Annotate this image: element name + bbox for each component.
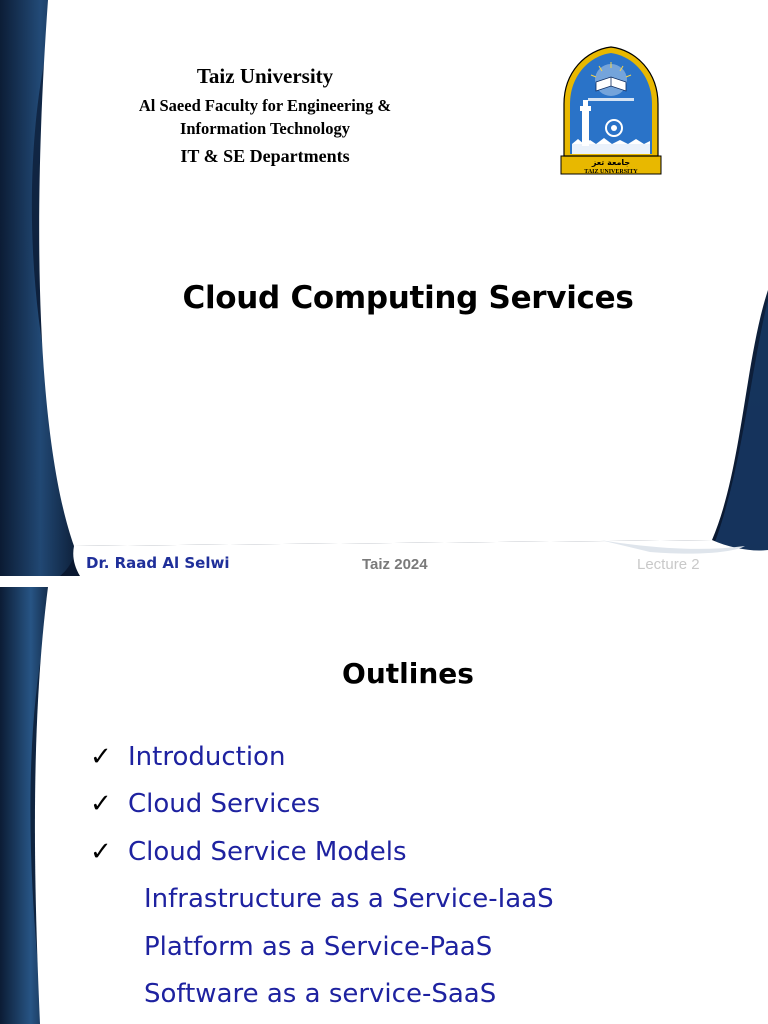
outline-item-label: Cloud Service Models [128, 836, 407, 867]
logo-english-label: TAIZ UNIVERSITY [584, 169, 638, 175]
outline-item [90, 923, 554, 971]
outline-item-label: Infrastructure as a Service-IaaS [144, 884, 554, 915]
outline-item-label: Cloud Services [128, 789, 321, 820]
university-name: Taiz University [196, 64, 334, 88]
outline-item [90, 828, 554, 876]
faculty-line-2: Information Technology [179, 119, 351, 138]
outline-item [90, 781, 554, 829]
footer-lecture-number: Lecture 2 [637, 556, 700, 573]
faculty-line-1: Al Saeed Faculty for Engineering & [138, 96, 392, 115]
outline-item [90, 971, 554, 1019]
outline-item-label: Software as a service-SaaS [144, 979, 497, 1010]
slide-separator [0, 576, 768, 587]
checkmark-icon: ✓ [90, 836, 112, 867]
outline-item-label: Platform as a Service-PaaS [144, 931, 493, 962]
checkmark-icon: ✓ [90, 741, 112, 772]
logo-arabic-label: جامعة تعز [591, 158, 631, 167]
slide-title: Outlines [342, 657, 474, 690]
checkmark-icon: ✓ [90, 789, 112, 820]
outline-item [90, 733, 554, 781]
outline-list [90, 733, 554, 1018]
outline-item-label: Introduction [128, 741, 286, 772]
outlines-slide [0, 587, 768, 1024]
outline-item [90, 876, 554, 924]
footer-date: Taiz 2024 [362, 556, 428, 573]
footer-author: Dr. Raad Al Selwi [86, 554, 230, 572]
slide-title: Cloud Computing Services [182, 280, 634, 316]
university-logo [558, 44, 664, 176]
departments-label: IT & SE Departments [180, 146, 350, 166]
faculty-name [80, 94, 450, 140]
